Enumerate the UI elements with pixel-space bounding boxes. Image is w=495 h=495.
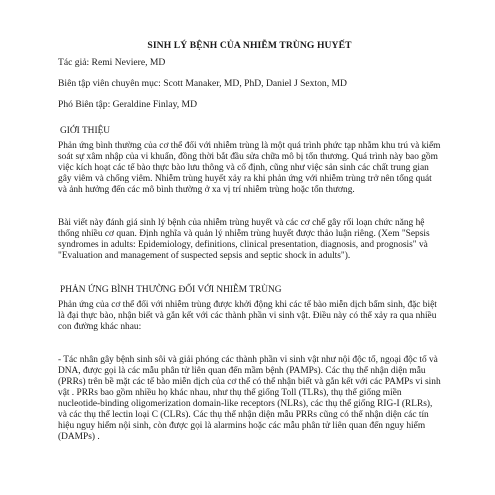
section-heading-introduction: GIỚI THIỆU <box>60 126 111 136</box>
intro-paragraph-2: Bài viết này đánh giá sinh lý bệnh của nhiễm trùng huyết và các cơ chế gây rối loạn chức năng hệ thống nhiều cơ quan. Định nghĩa và quản lý nhiễm trùng huyết được thảo luận riêng. (Xem "Sepsis syndromes in adults: Epidemiology, definitions, clinical presentation, diagnosis, and prognosis" và "Evaluation and management of suspected sepsis and septic shock in adults"). <box>58 218 430 261</box>
author-line: Tác giả: Remi Neviere, MD <box>58 57 166 68</box>
deputy-editor-line: Phó Biên tập: Geraldine Finlay, MD <box>58 99 198 110</box>
section-heading-normal-response: PHẢN ỨNG BÌNH THƯỜNG ĐỐI VỚI NHIỄM TRÙNG <box>60 285 282 295</box>
section-editor-line: Biên tập viên chuyên mục: Scott Manaker, MD, PhD, Daniel J Sexton, MD <box>58 78 347 89</box>
intro-paragraph-1: Phản ứng bình thường của cơ thể đối với nhiễm trùng là một quá trình phức tạp nhằm khu trú và kiểm soát sự xâm nhập của vi khuẩn, đồng thời bắt đầu sửa chữa mô bị tổn thương. Quá trình này bao gồm việc kích hoạt các tế bào thực bào lưu thông và cố định, cũng như việc sản sinh các chất trung gian gây viêm và chống viêm. Nhiễm trùng huyết xảy ra khi phản ứng với nhiễm trùng trở nên tổng quát và ảnh hưởng đến các mô bình thường ở xa vị trí nhiễm trùng hoặc tổn thương. <box>58 141 441 195</box>
document-title: SINH LÝ BỆNH CỦA NHIỄM TRÙNG HUYẾT <box>147 40 352 51</box>
normal-response-paragraph-1: Phản ứng của cơ thể đối với nhiễm trùng được khởi động khi các tế bào miễn dịch bẩm sinh, đặc biệt là đại thực bào, nhận biết và gắn kết với các thành phần vi sinh vật. Điều này có thể xảy ra qua nhiều con đường khác nhau: <box>58 300 437 332</box>
normal-response-paragraph-2: - Tác nhân gây bệnh sinh sôi và giải phóng các thành phần vi sinh vật như nội độc tố, ngoại độc tố và DNA, được gọi là các mẫu phân tử liên quan đến mầm bệnh (PAMPs). Các thụ thể nhận diện mẫu (PRRs) trên bề mặt các tế bào miễn dịch của cơ thể có thể nhận biết và gắn kết với các PAMPs vi sinh vật . PRRs bao gồm nhiều họ khác nhau, như thụ thể giống Toll (TLRs), thụ thể giống miền nucleotide-binding oligomerization domain-like receptors (NLRs), các thụ thể giống RIG-I (RLRs), và các thụ thể lectin loại C (CLRs). Các thụ thể nhận diện mẫu PRRs cũng có thể nhận diện các tín hiệu nguy hiểm nội sinh, còn được gọi là alarmins hoặc các mẫu phân tử liên quan đến nguy hiểm (DAMPs) . <box>58 355 441 442</box>
